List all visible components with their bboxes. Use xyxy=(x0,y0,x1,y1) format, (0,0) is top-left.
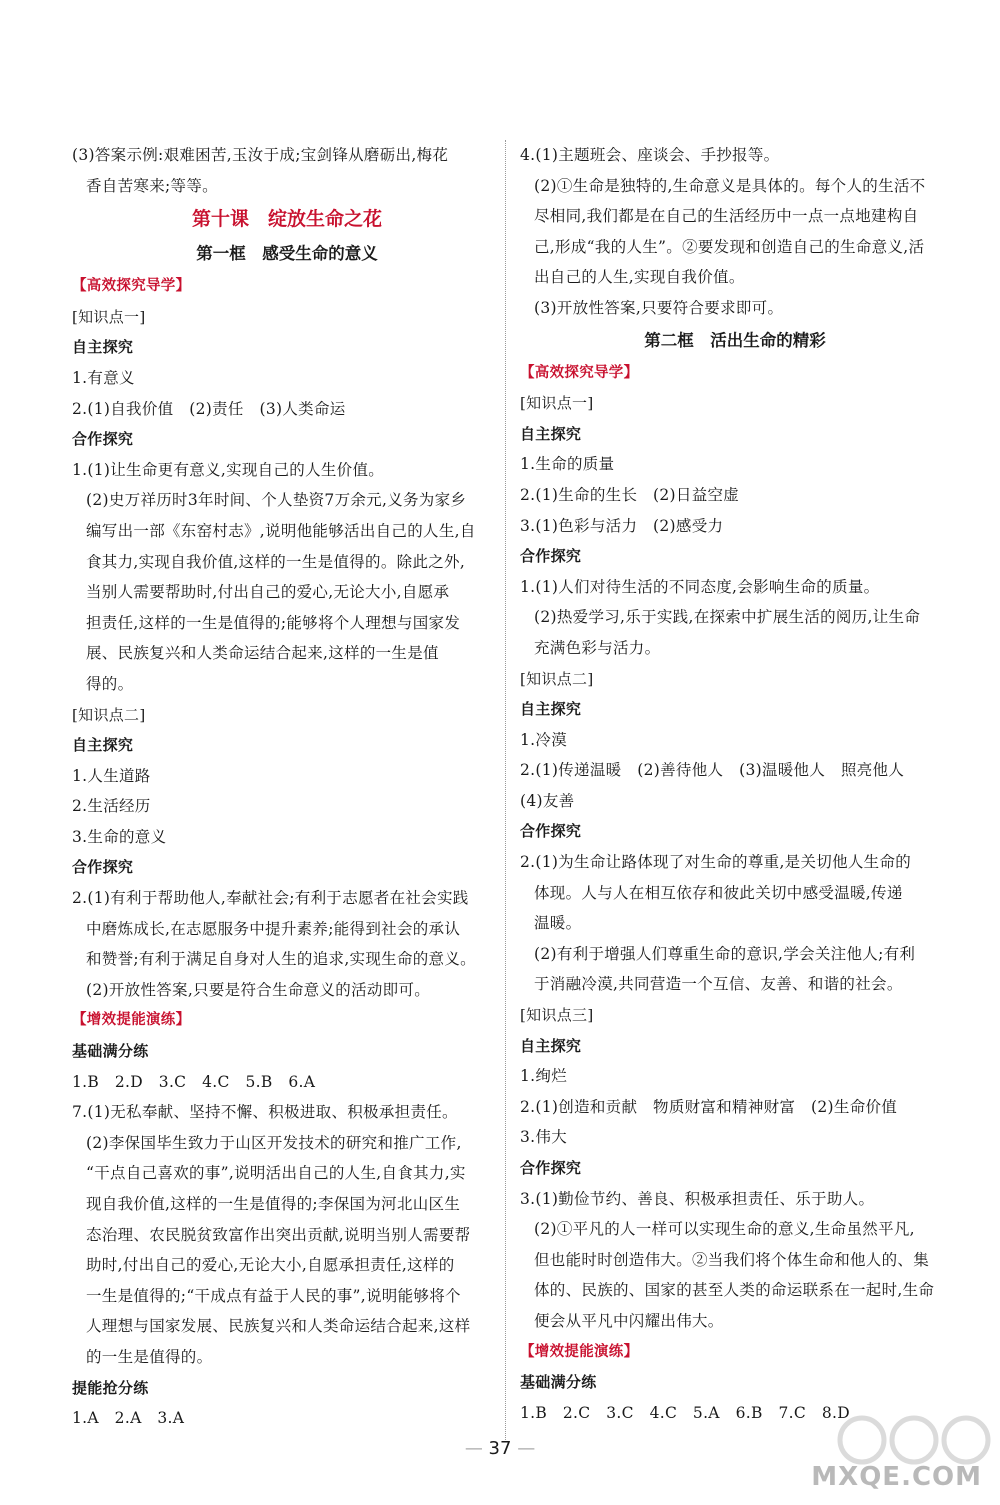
text-line: 温暖。 xyxy=(534,914,582,933)
text-line: 人理想与国家发展、民族复兴和人类命运结合起来,这样 xyxy=(86,1317,471,1336)
text-line: 香自苦寒来;等等。 xyxy=(86,176,218,195)
text-line: 当别人需要帮助时,付出自己的爱心,无论大小,自愿承 xyxy=(86,583,450,602)
text-line: 中磨炼成长,在志愿服务中提升素养;能得到社会的承认 xyxy=(86,919,461,938)
text-line: 7.(1)无私奉献、坚持不懈、积极进取、积极承担责任。 xyxy=(72,1103,458,1122)
text-line: (3)开放性答案,只要符合要求即可。 xyxy=(534,298,784,317)
text-line: 体的、民族的、国家的甚至人类的命运联系在一起时,生命 xyxy=(534,1281,935,1300)
text-line: (2)①平凡的人一样可以实现生命的意义,生命虽然平凡, xyxy=(534,1220,915,1239)
text-line: 充满色彩与活力。 xyxy=(534,638,661,657)
text-line: (2)有利于增强人们尊重生命的意识,学会关注他人;有利 xyxy=(534,944,916,963)
text-line: “干点自己喜欢的事”,说明活出自己的人生,自食其力,实 xyxy=(86,1164,466,1183)
text-line: 1.生命的质量 xyxy=(520,455,615,474)
text-line: 编写出一部《东窑村志》,说明他能够活出自己的人生,自 xyxy=(86,521,476,540)
text-line: 1.有意义 xyxy=(72,368,135,387)
text-line: 3.(1)勤俭节约、善良、积极承担责任、乐于助人。 xyxy=(520,1189,875,1208)
subheading: 合作探究 xyxy=(520,547,582,566)
text-line: (2)热爱学习,乐于实践,在探索中扩展生活的阅历,让生命 xyxy=(534,608,921,627)
left-column xyxy=(72,140,502,1434)
column-divider xyxy=(505,140,506,1440)
footer-dash-left: — xyxy=(464,1438,483,1459)
section-title: 第一框 感受生命的意义 xyxy=(196,244,378,264)
subheading: 自主探究 xyxy=(72,338,134,357)
text-line: 展、民族复兴和人类命运结合起来,这样的一生是值 xyxy=(86,644,439,663)
lesson-title: 第十课 绽放生命之花 xyxy=(191,208,382,231)
text-line: 2.(1)生命的生长 (2)日益空虚 xyxy=(520,485,740,504)
text-line: 但也能时时创造伟大。②当我们将个体生命和他人的、集 xyxy=(534,1250,930,1269)
text-line: 担责任,这样的一生是值得的;能够将个人理想与国家发 xyxy=(86,613,461,632)
text-line: 1.B 2.D 3.C 4.C 5.B 6.A xyxy=(72,1072,316,1091)
text-line: 1.绚烂 xyxy=(520,1067,567,1086)
knowledge-point-label: [知识点一] xyxy=(72,307,146,326)
footer-dash-right: — xyxy=(517,1438,536,1459)
text-line: 2.(1)有利于帮助他人,奉献社会;有利于志愿者在社会实践 xyxy=(72,889,469,908)
text-line: 和赞誉;有利于满足自身对人生的追求,实现生命的意义。 xyxy=(86,950,476,969)
text-line: 于消融冷漠,共同营造一个互信、友善、和谐的社会。 xyxy=(534,975,903,994)
text-line: (2)史万祥历时3年时间、个人垫资7万余元,义务为家乡 xyxy=(86,491,467,510)
subheading: 基础满分练 xyxy=(520,1373,597,1392)
text-line: 得的。 xyxy=(86,674,134,693)
text-line: 2.(1)自我价值 (2)责任 (3)人类命运 xyxy=(72,399,346,418)
text-line: 3.(1)色彩与活力 (2)感受力 xyxy=(520,516,724,535)
section-tag: 【增效提能演练】 xyxy=(72,1012,191,1029)
text-line: 2.(1)创造和贡献 物质财富和精神财富 (2)生命价值 xyxy=(520,1097,898,1116)
subheading: 自主探究 xyxy=(72,736,134,755)
text-line: 1.(1)让生命更有意义,实现自己的人生价值。 xyxy=(72,460,385,479)
text-line: 1.冷漠 xyxy=(520,730,567,749)
subheading: 自主探究 xyxy=(520,424,582,443)
text-line: 出自己的人生,实现自我价值。 xyxy=(534,268,745,287)
text-line: (2)李保国毕生致力于山区开发技术的研究和推广工作, xyxy=(86,1133,462,1152)
subheading: 合作探究 xyxy=(520,1159,582,1177)
text-line: 3.生命的意义 xyxy=(72,827,167,846)
text-line: 2.生活经历 xyxy=(72,797,151,816)
page-number: 37 xyxy=(488,1438,512,1459)
subheading: 基础满分练 xyxy=(72,1042,149,1061)
knowledge-point-label: [知识点一] xyxy=(520,394,594,413)
knowledge-point-label: [知识点三] xyxy=(520,1006,594,1025)
text-line: 己,形成“我的人生”。②要发现和创造自己的生命意义,活 xyxy=(534,237,925,256)
subheading: 合作探究 xyxy=(72,430,134,449)
subheading: 合作探究 xyxy=(520,822,582,841)
watermark-url: MXQE.COM xyxy=(811,1462,982,1492)
subheading: 提能抢分练 xyxy=(72,1378,149,1397)
text-line: 的一生是值得的。 xyxy=(86,1347,213,1366)
knowledge-point-label: [知识点二] xyxy=(520,669,594,688)
subheading: 合作探究 xyxy=(72,858,134,877)
text-line: 食其力,实现自我价值,这样的一生是值得的。除此之外, xyxy=(86,552,466,571)
text-line: 现自我价值,这样的一生是值得的;李保国为河北山区生 xyxy=(86,1195,461,1213)
text-line: 1.A 2.A 3.A xyxy=(72,1409,185,1428)
section-tag: 【高效探究导学】 xyxy=(72,278,191,295)
text-line: 体现。人与人在相互依存和彼此关切中感受温暖,传递 xyxy=(534,883,903,902)
text-line: (3)答案示例:艰难困苦,玉汝于成;宝剑锋从磨砺出,梅花 xyxy=(72,146,449,164)
text-line: 2.(1)传递温暖 (2)善待他人 (3)温暖他人 照亮他人 xyxy=(520,761,905,780)
text-line: (4)友善 xyxy=(520,791,575,810)
text-line: 4.(1)主题班会、座谈会、手抄报等。 xyxy=(520,146,780,164)
text-line: (2)①生命是独特的,生命意义是具体的。每个人的生活不 xyxy=(534,176,926,195)
section-tag: 【增效提能演练】 xyxy=(520,1343,639,1360)
text-line: 1.人生道路 xyxy=(72,766,151,785)
text-line: 一生是值得的;“干成点有益于人民的事”,说明能够将个 xyxy=(86,1286,461,1305)
text-line: 3.伟大 xyxy=(520,1128,567,1147)
text-line: 1.(1)人们对待生活的不同态度,会影响生命的质量。 xyxy=(520,577,880,596)
text-line: 态治理、农民脱贫致富作出突出贡献,说明当别人需要帮 xyxy=(86,1225,471,1244)
subheading: 自主探究 xyxy=(520,700,582,719)
text-line: (2)开放性答案,只要是符合生命意义的活动即可。 xyxy=(86,980,431,999)
section-tag: 【高效探究导学】 xyxy=(520,364,639,381)
text-line: 便会从平凡中闪耀出伟大。 xyxy=(534,1311,724,1330)
text-line: 助时,付出自己的爱心,无论大小,自愿承担责任,这样的 xyxy=(86,1256,455,1275)
section-title: 第二框 活出生命的精彩 xyxy=(644,330,826,350)
subheading: 自主探究 xyxy=(520,1036,582,1055)
text-line: 1.B 2.C 3.C 4.C 5.A 6.B 7.C 8.D xyxy=(520,1403,850,1422)
text-line: 2.(1)为生命让路体现了对生命的尊重,是关切他人生命的 xyxy=(520,853,912,872)
knowledge-point-label: [知识点二] xyxy=(72,705,146,724)
right-column xyxy=(520,140,950,1428)
text-line: 尽相同,我们都是在自己的生活经历中一点一点地建构自 xyxy=(534,207,919,226)
